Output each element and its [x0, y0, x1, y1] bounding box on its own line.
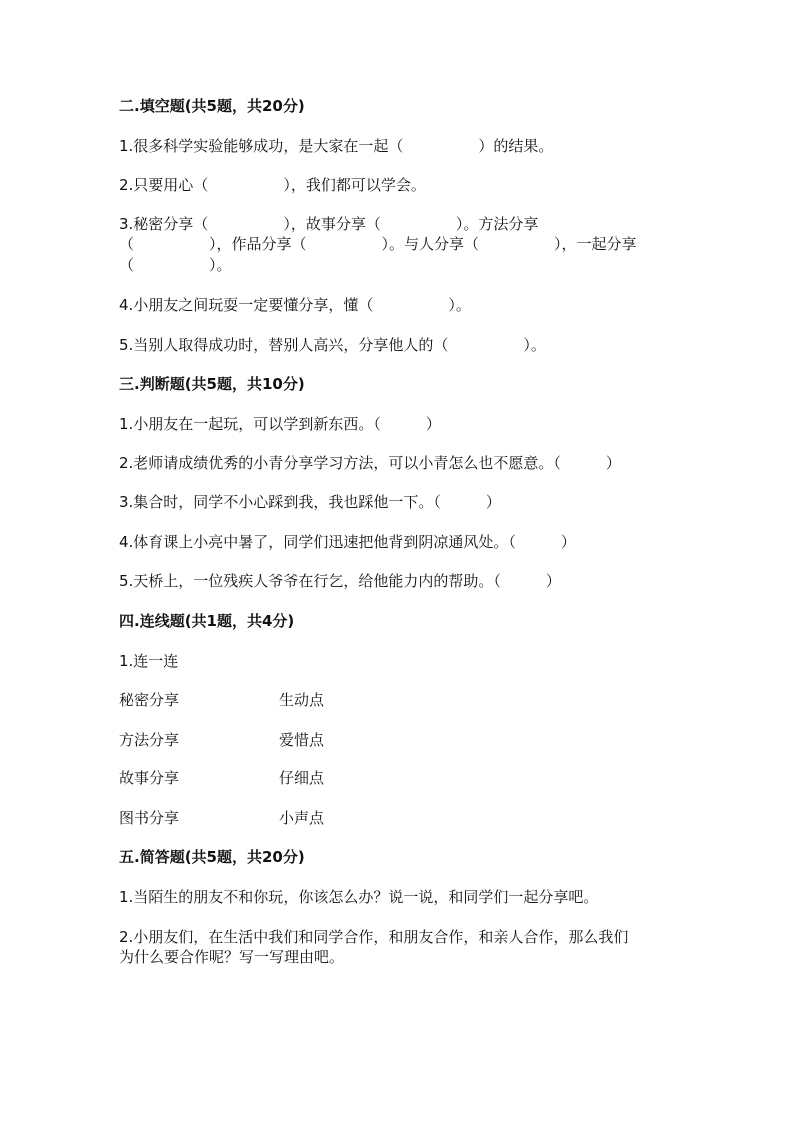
judge-question-1: 1.小朋友在一起玩，可以学到新东西。（ ）: [119, 415, 441, 433]
judge-question-2: 2.老师请成绩优秀的小青分享学习方法，可以小青怎么也不愿意。（ ）: [119, 454, 621, 472]
fill-blank-question-3-line-3: （ ）。: [119, 256, 232, 274]
fill-blank-question-4: 4.小朋友之间玩耍一定要懂分享，懂（ ）。: [119, 296, 471, 314]
matching-right-item: 仔细点: [279, 769, 325, 787]
section-2-heading: 二.填空题(共5题，共20分): [119, 97, 305, 115]
fill-blank-question-2: 2.只要用心（ ），我们都可以学会。: [119, 176, 426, 194]
judge-question-3: 3.集合时，同学不小心踩到我，我也踩他一下。（ ）: [119, 493, 501, 511]
fill-blank-question-3-line-1: 3.秘密分享（ ），故事分享（ ）。方法分享: [119, 215, 539, 233]
judge-question-4: 4.体育课上小亮中暑了，同学们迅速把他背到阴凉通风处。（ ）: [119, 533, 576, 551]
section-5-heading: 五.简答题(共5题，共20分): [119, 848, 305, 866]
judge-question-5: 5.天桥上，一位残疾人爷爷在行乞，给他能力内的帮助。（ ）: [119, 572, 561, 590]
short-answer-question-1: 1.当陌生的朋友不和你玩，你该怎么办？说一说，和同学们一起分享吧。: [119, 888, 599, 906]
matching-right-item: 爱惜点: [279, 731, 325, 749]
section-3-heading: 三.判断题(共5题，共10分): [119, 375, 305, 393]
fill-blank-question-5: 5.当别人取得成功时，替别人高兴，分享他人的（ ）。: [119, 336, 546, 354]
matching-right-item: 生动点: [279, 691, 325, 709]
fill-blank-question-1: 1.很多科学实验能够成功，是大家在一起（ ）的结果。: [119, 137, 554, 155]
matching-left-item: 故事分享: [119, 769, 180, 787]
short-answer-question-2-line-2: 为什么要合作呢？写一写理由吧。: [119, 948, 345, 966]
fill-blank-question-3-line-2: （ ），作品分享（ ）。与人分享（ ），一起分享: [119, 235, 637, 253]
matching-right-item: 小声点: [279, 809, 325, 827]
short-answer-question-2-line-1: 2.小朋友们，在生活中我们和同学合作，和朋友合作，和亲人合作，那么我们: [119, 928, 629, 946]
matching-left-item: 方法分享: [119, 731, 180, 749]
matching-left-item: 秘密分享: [119, 691, 180, 709]
matching-left-item: 图书分享: [119, 809, 180, 827]
section-4-heading: 四.连线题(共1题，共4分): [119, 612, 295, 630]
matching-question-1: 1.连一连: [119, 652, 179, 670]
